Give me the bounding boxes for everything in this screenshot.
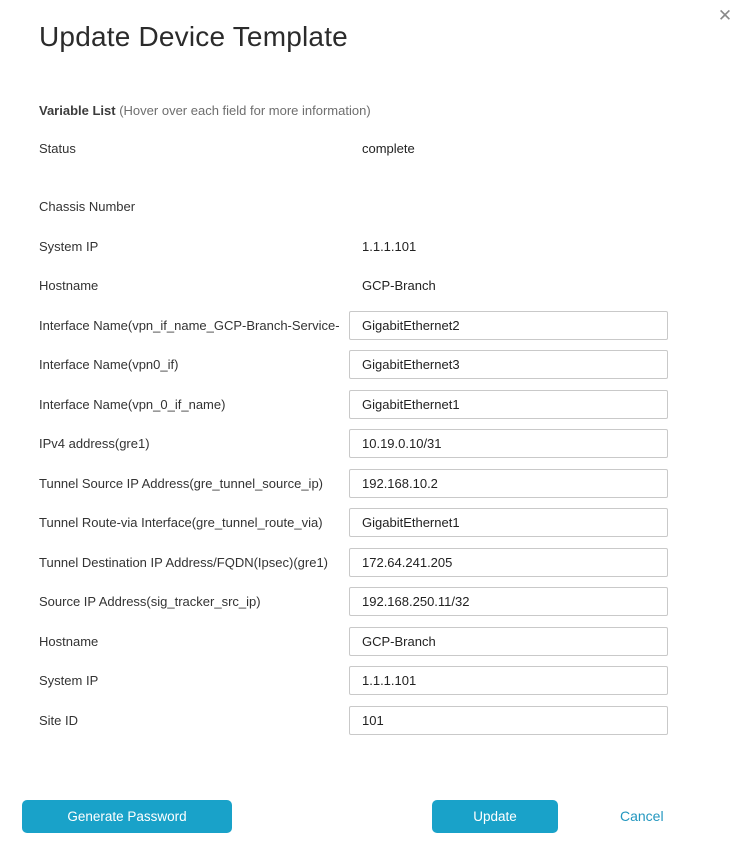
form-row (0, 627, 752, 667)
field-input[interactable] (349, 469, 668, 498)
form-row (0, 587, 752, 627)
field-value-text: GCP-Branch (362, 278, 436, 293)
form-row (0, 429, 752, 469)
field-value (349, 587, 668, 616)
field-label: System IP (39, 238, 99, 254)
form-row (0, 192, 752, 232)
variable-list-label: Variable List (39, 103, 116, 118)
form-row (0, 390, 752, 430)
field-input[interactable] (349, 548, 668, 577)
dialog-footer (0, 800, 752, 834)
update-button[interactable]: Update (432, 800, 558, 833)
field-value (349, 508, 668, 537)
field-label: Interface Name(vpn_if_name_GCP-Branch-Service- (39, 317, 340, 333)
form-row (0, 271, 752, 311)
field-input[interactable] (349, 311, 668, 340)
cancel-button[interactable]: Cancel (614, 807, 670, 825)
field-value (349, 469, 668, 498)
field-value (349, 311, 668, 340)
field-label: Status (39, 141, 76, 156)
field-label: Site ID (39, 712, 79, 728)
form-row (0, 134, 752, 174)
field-label: Hostname (39, 633, 99, 649)
close-icon[interactable]: ✕ (717, 5, 733, 25)
form-row (0, 666, 752, 706)
field-label: Tunnel Route-via Interface(gre_tunnel_route_via) (39, 515, 323, 530)
field-input[interactable] (349, 627, 668, 656)
field-value-text: 1.1.1.101 (362, 238, 417, 254)
field-label: Interface Name(vpn_0_if_name) (39, 396, 226, 412)
field-label: IPv4 address(gre1) (39, 436, 150, 451)
field-value-text: complete (362, 141, 415, 156)
variable-list-heading (39, 103, 752, 119)
field-input[interactable] (349, 508, 668, 537)
field-value (349, 706, 668, 735)
form-row (0, 350, 752, 390)
form-row (0, 548, 752, 588)
field-input[interactable] (349, 429, 668, 458)
form-row (0, 469, 752, 509)
field-label: Tunnel Source IP Address(gre_tunnel_source_ip) (39, 475, 324, 491)
form-row (0, 311, 752, 351)
field-value (349, 627, 668, 656)
field-label: Tunnel Destination IP Address/FQDN(Ipsec)(gre1) (39, 554, 329, 570)
field-label: Interface Name(vpn0_if) (39, 357, 179, 372)
form-rows (0, 134, 752, 745)
field-value (349, 548, 668, 577)
page-title: Update Device Template (39, 21, 348, 52)
field-value (349, 390, 668, 419)
field-label: System IP (39, 673, 99, 688)
field-input[interactable] (349, 350, 668, 379)
generate-password-button[interactable]: Generate Password (22, 800, 232, 833)
field-input[interactable] (349, 390, 668, 419)
variable-list-note: (Hover over each field for more information) (119, 103, 371, 118)
field-input[interactable] (349, 587, 668, 616)
field-label: Source IP Address(sig_tracker_src_ip) (39, 594, 261, 609)
form-row (0, 508, 752, 548)
field-label: Chassis Number (39, 199, 136, 214)
field-label: Hostname (39, 278, 99, 293)
field-input[interactable] (349, 706, 668, 735)
field-value (349, 666, 668, 695)
field-input[interactable] (349, 666, 668, 695)
field-value (349, 429, 668, 458)
form-row (0, 706, 752, 746)
form-row (0, 232, 752, 272)
field-value (349, 350, 668, 379)
